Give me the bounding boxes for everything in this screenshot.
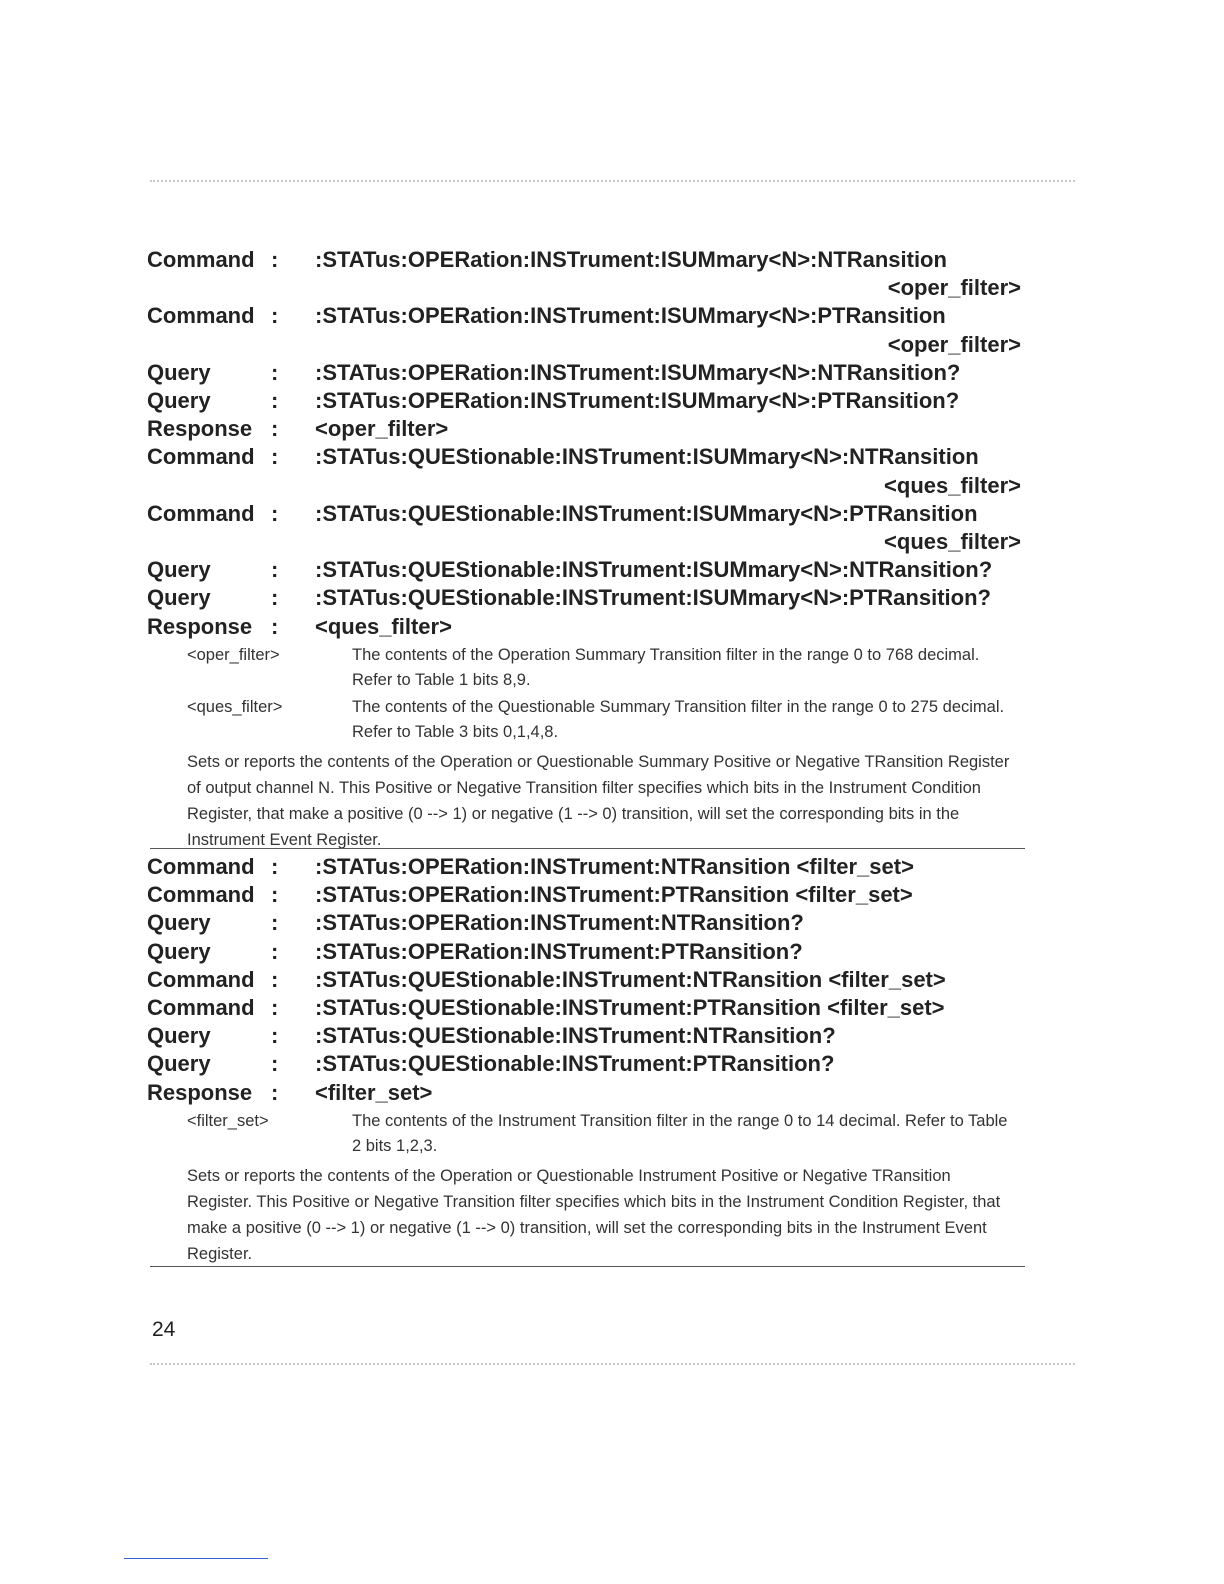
command-row [147,1022,1027,1050]
command-syntax: :STATus:OPERation:INSTrument:NTRansition? [315,910,804,936]
command-type-label: Command [147,247,255,272]
command-row [147,556,1027,584]
command-row [147,443,1027,471]
parameter-description: The contents of the Questionable Summary Transition filter in the range 0 to 275 decimal. Refer to Table 3 bits 0,1,4,8. [352,697,1005,741]
command-syntax: :STATus:QUEStionable:INSTrument:NTRansition <filter_set> [315,966,946,992]
command-type-label: Command [147,303,255,329]
separator-colon: : [271,1023,279,1049]
parameter-definition [147,695,1027,745]
command-type-label: Response [147,1079,253,1105]
separator-colon: : [271,416,279,442]
parameter-name: <filter_set> [187,1111,269,1130]
command-type-label: Command [147,854,255,879]
command-row [147,584,1027,612]
command-row [147,302,1027,330]
command-type-label: Command [147,882,255,908]
parameter-name: <ques_filter> [187,697,283,716]
command-syntax: :STATus:QUEStionable:INSTrument:ISUMmary<N>:NTRansition? [315,557,993,583]
command-type-label: Query [147,1023,211,1049]
blue-underline-mark [124,1558,268,1559]
command-row [147,853,1027,881]
command-syntax: :STATus:OPERation:INSTrument:PTRansition? [315,938,803,964]
bottom-dotted-rule [150,1363,1075,1365]
command-type-label: Command [147,500,255,526]
command-syntax: :STATus:QUEStionable:INSTrument:PTRansition <filter_set> [315,995,945,1021]
separator-colon: : [271,1051,279,1077]
separator-colon: : [271,1079,279,1105]
separator-colon: : [271,854,279,879]
command-row [147,1050,1027,1078]
command-parameter-continuation: <ques_filter> [884,472,1021,498]
command-parameter-continuation: <ques_filter> [884,529,1021,555]
command-row [147,909,1027,937]
command-type-label: Command [147,995,255,1021]
command-type-label: Query [147,910,211,936]
command-type-label: Query [147,585,211,611]
command-row [147,1079,1027,1107]
command-syntax: :STATus:OPERation:INSTrument:ISUMmary<N>:NTRansition [315,247,947,272]
separator-colon: : [271,613,279,639]
command-syntax: <oper_filter> [315,416,449,442]
command-syntax: :STATus:OPERation:INSTrument:ISUMmary<N>:NTRansition? [315,359,961,385]
command-row [147,994,1027,1022]
command-type-label: Command [147,966,255,992]
command-row [147,359,1027,387]
separator-colon: : [271,303,279,329]
separator-colon: : [271,938,279,964]
command-row [147,387,1027,415]
command-syntax: :STATus:QUEStionable:INSTrument:NTRansition? [315,1023,836,1049]
command-row [147,415,1027,443]
separator-colon: : [271,247,279,272]
parameter-definition [147,643,1027,693]
separator-colon: : [271,910,279,936]
parameter-name: <oper_filter> [187,645,280,664]
command-type-label: Query [147,359,211,385]
command-row [147,500,1027,528]
command-parameter-continuation: <oper_filter> [887,331,1021,357]
command-row [147,966,1027,994]
section-description: Sets or reports the contents of the Operation or Questionable Instrument Positive or Negative TRansition Register. This Positive or Negative Transition filter specifies which bits in the Instrument Condition Register, that make a positive (0 --> 1) or negative (1 --> 0) transition, will set the corresponding bits in the Instrument Event Register. [187,1166,1001,1263]
parameter-description: The contents of the Operation Summary Transition filter in the range 0 to 768 decimal. Refer to Table 1 bits 8,9. [352,645,980,689]
command-syntax: :STATus:OPERation:INSTrument:NTRansition <filter_set> [315,854,914,879]
separator-colon: : [271,388,279,414]
command-syntax: :STATus:QUEStionable:INSTrument:ISUMmary<N>:PTRansition? [315,585,991,611]
separator-colon: : [271,557,279,583]
separator-colon: : [271,882,279,908]
command-section-instrument-transition [147,853,1027,1267]
command-parameter-continuation: <oper_filter> [887,275,1021,301]
parameter-definition [147,1109,1027,1159]
command-row [147,246,1027,274]
command-syntax: :STATus:OPERation:INSTrument:ISUMmary<N>:PTRansition [315,303,946,329]
command-syntax: :STATus:QUEStionable:INSTrument:ISUMmary<N>:NTRansition [315,444,979,470]
command-type-label: Query [147,938,211,964]
command-type-label: Response [147,416,253,442]
command-syntax: :STATus:OPERation:INSTrument:ISUMmary<N>:PTRansition? [315,388,960,414]
command-row [147,938,1027,966]
command-row [147,881,1027,909]
command-type-label: Command [147,444,255,470]
section-divider [150,848,1025,849]
command-syntax: :STATus:QUEStionable:INSTrument:ISUMmary<N>:PTRansition [315,500,978,526]
section-divider [150,1266,1025,1267]
command-type-label: Query [147,1051,211,1077]
separator-colon: : [271,500,279,526]
command-row [147,613,1027,641]
command-type-label: Query [147,557,211,583]
command-type-label: Response [147,613,253,639]
command-syntax: :STATus:QUEStionable:INSTrument:PTRansition? [315,1051,835,1077]
separator-colon: : [271,359,279,385]
separator-colon: : [271,995,279,1021]
command-syntax: <ques_filter> [315,613,452,639]
top-dotted-rule [150,180,1075,182]
separator-colon: : [271,444,279,470]
command-syntax: :STATus:OPERation:INSTrument:PTRansition <filter_set> [315,882,913,908]
parameter-description: The contents of the Instrument Transition filter in the range 0 to 14 decimal. Refer to Table 2 bits 1,2,3. [352,1111,1008,1155]
page-number: 24 [152,1318,176,1341]
command-type-label: Query [147,388,211,414]
section-description: Sets or reports the contents of the Operation or Questionable Summary Positive or Negative TRansition Register of output channel N. This Positive or Negative Transition filter specifies which bits in the Instrument Condition Register, that make a positive (0 --> 1) or negative (1 --> 0) transition, will set the corresponding bits in the Instrument Event Register. [187,752,1010,849]
separator-colon: : [271,966,279,992]
separator-colon: : [271,585,279,611]
command-syntax: <filter_set> [315,1079,433,1105]
command-section-isummary-transition [147,246,1027,853]
